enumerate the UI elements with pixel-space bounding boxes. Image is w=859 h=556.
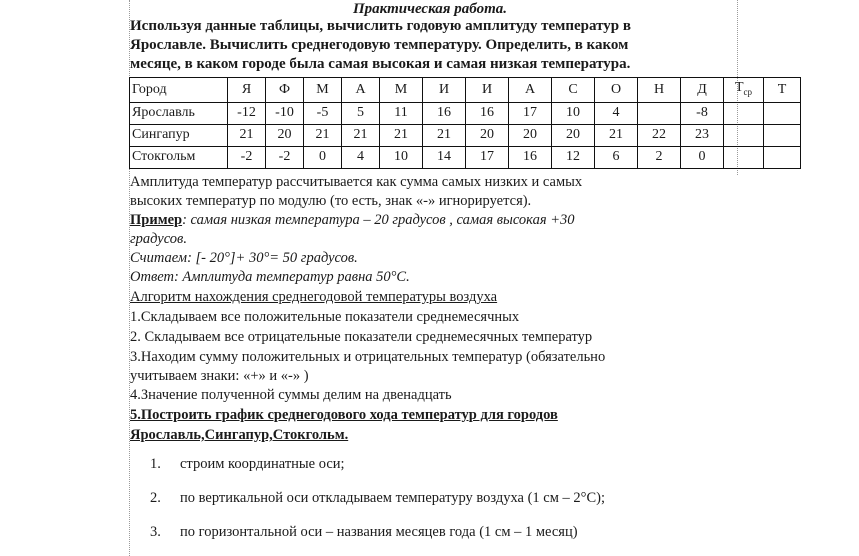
amplitude-line: Амплитуда температур рассчитывается как сумма самых низких и самых	[130, 174, 583, 190]
header-cell-month: А	[509, 78, 552, 103]
header-cell-month: И	[466, 78, 509, 103]
value-cell: 16	[466, 102, 509, 124]
algorithm-step: 3.Находим сумму положительных и отрицательных температур (обязательно	[130, 349, 606, 365]
value-cell: 4	[595, 102, 638, 124]
value-cell: 21	[380, 124, 423, 146]
item-text: по вертикальной оси откладываем температуру воздуха (1 см – 2°С);	[180, 490, 605, 506]
header-cell-month: С	[552, 78, 595, 103]
algorithm-step: 1.Складываем все положительные показатели среднемесячных	[130, 309, 520, 325]
value-cell: 6	[595, 146, 638, 168]
header-cell-tavg	[724, 78, 764, 103]
tavg-cell	[724, 146, 764, 168]
value-cell: -2	[228, 146, 266, 168]
header-cell-t: T	[764, 78, 801, 103]
value-cell: 21	[595, 124, 638, 146]
value-cell: 14	[423, 146, 466, 168]
header-cell-month: Н	[638, 78, 681, 103]
header-cell-month: А	[342, 78, 380, 103]
value-cell: 0	[304, 146, 342, 168]
city-cell: Стокгольм	[130, 146, 228, 168]
value-cell: 16	[509, 146, 552, 168]
tavg-main: T	[734, 80, 744, 95]
value-cell: 21	[342, 124, 380, 146]
algorithm-step: 2. Складываем все отрицательные показатели среднемесячных температур	[130, 329, 593, 345]
value-cell: -5	[304, 102, 342, 124]
header-cell-month: М	[304, 78, 342, 103]
task-statement	[130, 17, 730, 74]
example-label: Пример	[130, 212, 183, 228]
example-continuation: градусов.	[130, 231, 187, 247]
table-row-yaroslavl	[130, 102, 801, 124]
example-text: : самая низкая температура – 20 градусов , самая высокая +30	[182, 212, 575, 228]
example-calculation: Считаем: [- 20°]+ 30°= 50 градусов.	[130, 250, 358, 266]
value-cell: 20	[466, 124, 509, 146]
task-line: Ярославле. Вычислить среднегодовую температуру. Определить, в каком	[130, 37, 629, 53]
document-title: Практическая работа.	[353, 1, 507, 17]
numbered-item	[150, 489, 605, 508]
task-line: Используя данные таблицы, вычислить годовую амплитуду температур в	[130, 18, 631, 34]
city-cell: Сингапур	[130, 124, 228, 146]
value-cell: 21	[228, 124, 266, 146]
tavg-cell	[724, 102, 764, 124]
value-cell: -12	[228, 102, 266, 124]
value-cell: 5	[342, 102, 380, 124]
header-cell-month: М	[380, 78, 423, 103]
value-cell: 22	[638, 124, 681, 146]
value-cell: 21	[304, 124, 342, 146]
t-cell	[764, 124, 801, 146]
value-cell: 17	[466, 146, 509, 168]
value-cell: 16	[423, 102, 466, 124]
algorithm-step: учитываем знаки: «+» и «-» )	[130, 368, 309, 384]
numbered-item	[150, 523, 578, 542]
t-cell	[764, 146, 801, 168]
header-cell-city: Город	[130, 78, 228, 103]
tavg-cell	[724, 124, 764, 146]
value-cell: 12	[552, 146, 595, 168]
temperature-table	[129, 77, 801, 169]
item-text: строим координатные оси;	[180, 456, 345, 472]
header-cell-month: Д	[681, 78, 724, 103]
value-cell: 21	[423, 124, 466, 146]
table-header-row	[130, 78, 801, 103]
task5-line: 5.Построить график среднегодового хода температур для городов	[130, 407, 558, 423]
task5-line: Ярославль,Сингапур,Стокгольм.	[130, 427, 349, 443]
value-cell: 0	[681, 146, 724, 168]
value-cell: -10	[266, 102, 304, 124]
value-cell: -8	[681, 102, 724, 124]
value-cell: 20	[552, 124, 595, 146]
value-cell: 23	[681, 124, 724, 146]
value-cell: 20	[266, 124, 304, 146]
item-number: 3.	[150, 524, 161, 540]
item-number: 2.	[150, 490, 161, 506]
item-text: по горизонтальной оси – названия месяцев года (1 см – 1 месяц)	[180, 524, 578, 540]
tavg-subscript: ср	[743, 86, 753, 97]
algorithm-step: 4.Значение полученной суммы делим на двенадцать	[130, 387, 452, 403]
algorithm-heading: Алгоритм нахождения среднегодовой температуры воздуха	[130, 289, 498, 305]
value-cell: 11	[380, 102, 423, 124]
amplitude-line: высоких температур по модулю (то есть, знак «-» игнорируется).	[130, 193, 532, 209]
value-cell: 20	[509, 124, 552, 146]
example-line	[130, 211, 730, 230]
header-cell-month: О	[595, 78, 638, 103]
t-cell	[764, 102, 801, 124]
value-cell: -2	[266, 146, 304, 168]
city-cell: Ярославль	[130, 102, 228, 124]
value-cell	[638, 102, 681, 124]
example-answer: Ответ: Амплитуда температур равна 50°С.	[130, 269, 410, 285]
table-row-singapore	[130, 124, 801, 146]
header-cell-month: Я	[228, 78, 266, 103]
numbered-item	[150, 455, 345, 474]
header-cell-month: И	[423, 78, 466, 103]
value-cell: 10	[380, 146, 423, 168]
value-cell: 2	[638, 146, 681, 168]
header-cell-month: Ф	[266, 78, 304, 103]
item-number: 1.	[150, 456, 161, 472]
value-cell: 10	[552, 102, 595, 124]
task-line: месяце, в каком городе была самая высокая и самая низкая температура.	[130, 56, 631, 72]
value-cell: 17	[509, 102, 552, 124]
value-cell: 4	[342, 146, 380, 168]
table-row-stockholm	[130, 146, 801, 168]
